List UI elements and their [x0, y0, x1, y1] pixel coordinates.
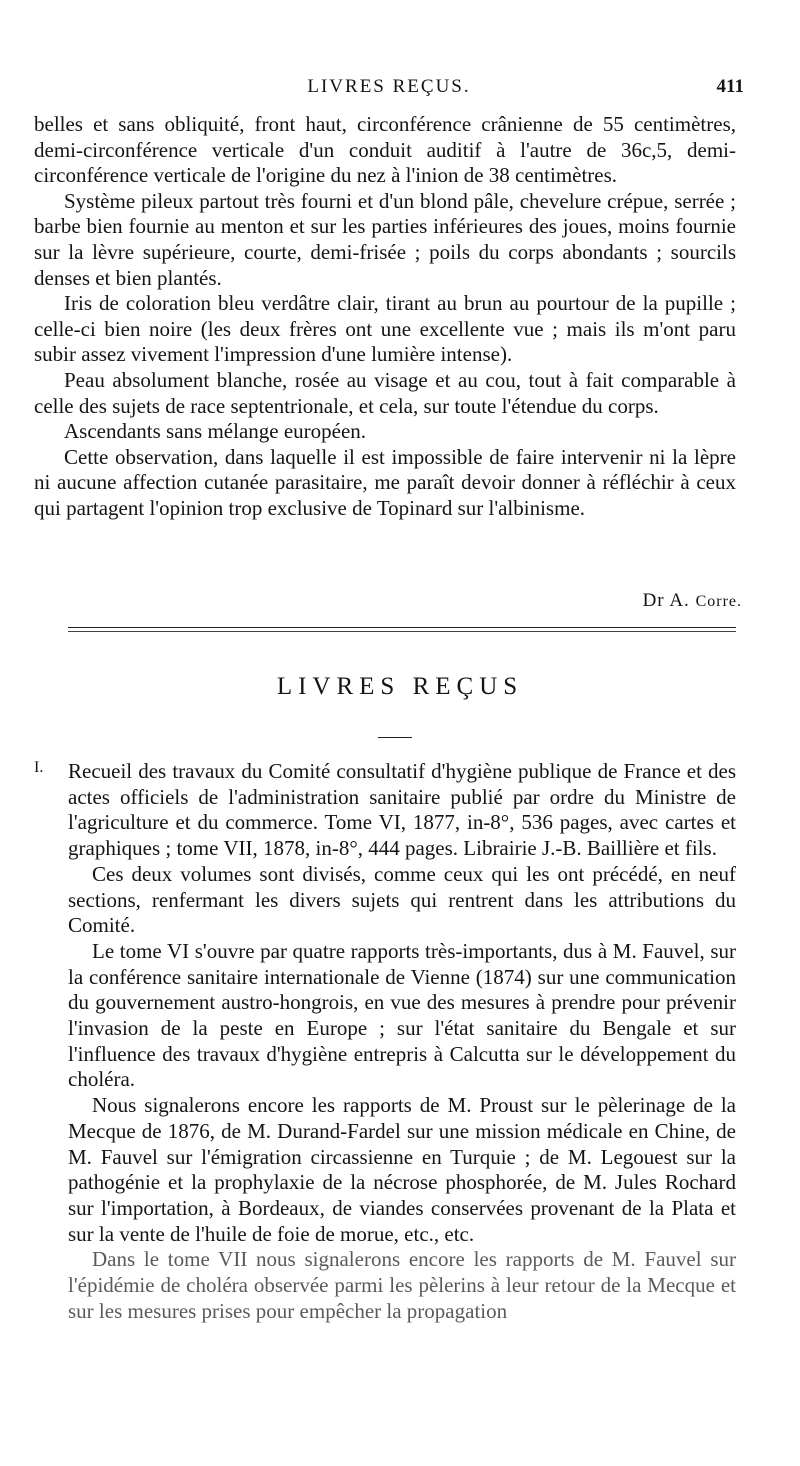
entry-paragraph-tome-vi: Le tome VI s'ouvre par quatre rapports très-importants, dus à M. Fauvel, sur la conférence sanitaire internationale de Vienne (1874) sur une communication du gouvernement austro-hongrois, en vue des mesures à prendre pour prévenir l'invasion de la peste en Europe ; sur l'état sanitaire du Bengale et sur l'influence des travaux d'hygiène entrepris à Calcutta sur le développement du choléra. [68, 938, 736, 1092]
section-divider [68, 627, 736, 632]
author-signature [643, 590, 742, 612]
paragraph-conclusion: Cette observation, dans laquelle il est impossible de faire intervenir ni la lèpre ni aucune affection cutanée parasitaire, me paraît devoir donner à réfléchir à ceux qui partagent l'opinion trop exclusive de Topinard sur l'albinisme. [34, 444, 736, 520]
signature-prefix: Dr A. [642, 590, 696, 611]
paragraph-iris: Iris de coloration bleu verdâtre clair, tirant au brun au pourtour de la pupille ; celle-ci bien noire (les deux frères ont une excellente vue ; mais ils m'ont paru subir assez vivement l'impression d'une lumière intense). [34, 291, 736, 367]
paragraph-skin: Peau absolument blanche, rosée au visage et au cou, tout à fait comparable à celle des sujets de race septentrionale, et cela, sur toute l'étendue du corps. [34, 367, 736, 418]
paragraph-hair: Système pileux partout très fourni et d'un blond pâle, chevelure crépue, serrée ; barbe bien fournie au menton et sur les parties inférieures des joues, moins fournie sur la lèvre supérieure, courte, demi-frisée ; poils du corps abondants ; sourcils denses et bien plantés. [34, 188, 736, 290]
book-entry [34, 759, 736, 1324]
entry-number: I. [34, 759, 44, 776]
entry-paragraph-tome-vii: Dans le tome VII nous signalerons encore les rapports de M. Fauvel sur l'épidémie de choléra observée parmi les pèlerins à leur retour de la Mecque et sur les mesures prises pour empêcher la propagation [68, 1247, 736, 1323]
running-title: LIVRES REÇUS. [307, 76, 471, 97]
running-head [34, 74, 744, 108]
paragraph-ascendants: Ascendants sans mélange européen. [64, 419, 367, 444]
signature-name: Corre. [695, 593, 742, 610]
page-number: 411 [716, 76, 744, 97]
entry-paragraph-sections: Ces deux volumes sont divisés, comme ceux qui les ont précédé, en neuf sections, renfermant les divers sujets qui rentrent dans les attributions du Comité. [68, 861, 736, 938]
entry-paragraph-reports: Nous signalerons encore les rapports de M. Proust sur le pèlerinage de la Mecque de 1876, de M. Durand-Fardel sur une mission médicale en Chine, de M. Fauvel sur l'émigration circassienne en Turquie ; de M. Legouest sur la pathogénie et la prophylaxie de la nécrose phosphorée, de M. Jules Rochard sur l'importation, à Bordeaux, de viandes conservées provenant de la Plata et sur la vente de l'huile de foie de morue, etc., etc. [68, 1093, 736, 1246]
title-rule [378, 737, 412, 738]
paragraph-measurements: belles et sans obliquité, front haut, circonférence crânienne de 55 centimètres, demi-circonférence verticale d'un conduit auditif à l'autre de 36c,5, demi-circonférence verticale de l'origine du nez à l'inion de 38 centimètres. [34, 112, 736, 188]
entry-citation: Recueil des travaux du Comité consultatif d'hygiène publique de France et des actes officiels de l'administration sanitaire publié par ordre du Ministre de l'agriculture et du commerce. Tome VI, 1877, in-8°, 536 pages, avec cartes et graphiques ; tome VII, 1878, in-8°, 444 pages. Librairie J.-B. Baillière et fils. [68, 759, 736, 861]
observation-continuation [34, 112, 736, 522]
section-title: LIVRES REÇUS [276, 673, 524, 700]
